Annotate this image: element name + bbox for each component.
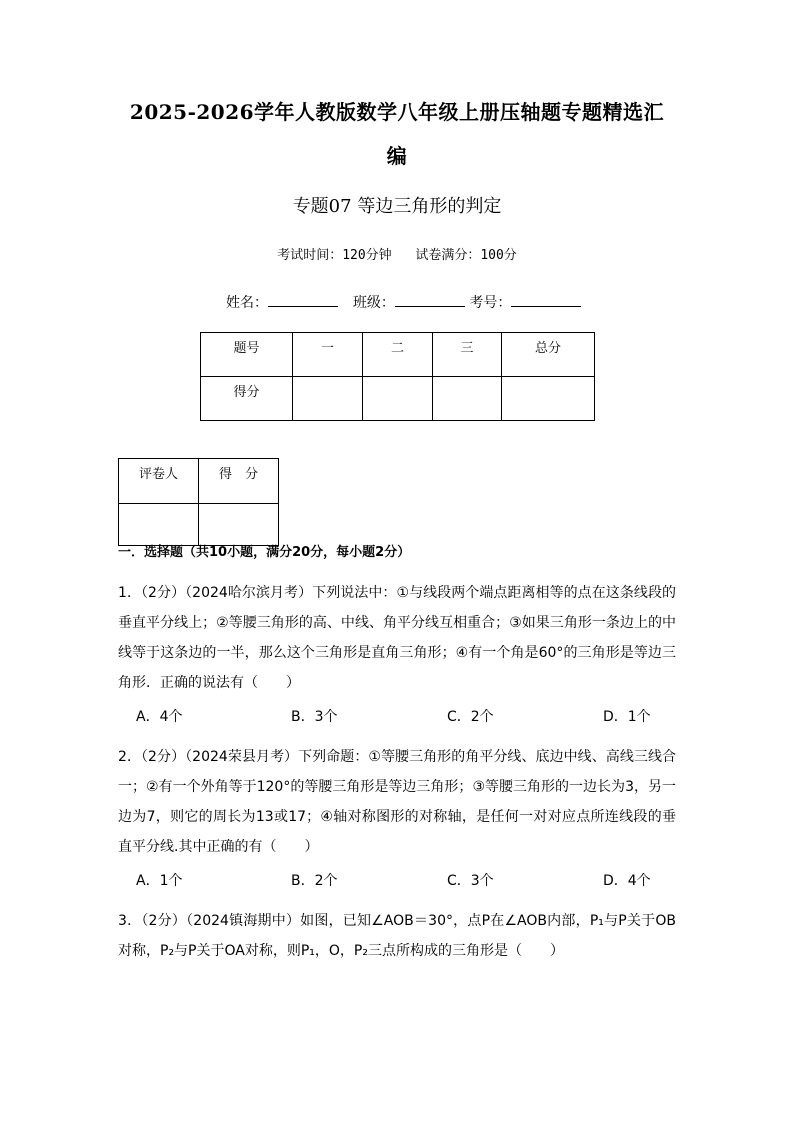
grader-label-cell: 评卷人 — [119, 459, 199, 504]
option-b[interactable]: B．3个 — [291, 709, 338, 725]
option-d[interactable]: D．1个 — [603, 709, 651, 725]
score-header-cell: 一 — [293, 333, 363, 377]
grader-name-cell[interactable] — [119, 504, 199, 546]
question-1: 1．（2分）（2024哈尔滨月考）下列说法中：①与线段两个端点距离相等的点在这条线段的垂直平分线上；②等腰三角形的高、中线、角平分线互相重合；③如果三角形一条边上的中线等于这条边的一半，那么这个三角形是直角三角形；④有一个角是60°的三角形是等边三角形．正确的说法有（ ） — [118, 585, 676, 691]
option-c[interactable]: C．2个 — [447, 709, 494, 725]
score-row-label: 得分 — [201, 377, 293, 421]
class-blank[interactable] — [395, 290, 465, 307]
grader-score-label-cell: 得 分 — [199, 459, 279, 504]
topic-subtitle: 专题07 等边三角形的判定 — [292, 196, 502, 217]
score-cell[interactable] — [502, 377, 595, 421]
option-c[interactable]: C．3个 — [447, 873, 494, 889]
full-score: 试卷满分：100分 — [415, 248, 517, 263]
class-label: 班级： — [352, 295, 395, 311]
score-cell[interactable] — [363, 377, 433, 421]
score-header-cell: 题号 — [201, 333, 293, 377]
exam-no-blank[interactable] — [511, 290, 581, 307]
score-table-score-row — [201, 377, 595, 421]
grader-table-input-row — [119, 504, 279, 546]
grader-table-header-row — [119, 459, 279, 504]
option-a[interactable]: A．1个 — [136, 873, 183, 889]
grader-score-cell[interactable] — [199, 504, 279, 546]
name-label: 姓名： — [226, 295, 268, 311]
exam-info — [0, 246, 794, 266]
score-cell[interactable] — [433, 377, 502, 421]
student-info-fields — [226, 290, 581, 314]
question-3: 3．（2分）（2024镇海期中）如图，已知∠AOB＝30°，点P在∠AOB内部，P₁与P关于OB对称，P₂与P关于OA对称，则P₁，O，P₂三点所构成的三角形是（ ） — [118, 913, 676, 959]
score-header-cell: 二 — [363, 333, 433, 377]
question-2: 2．（2分）（2024荣县月考）下列命题：①等腰三角形的角平分线、底边中线、高线三线合一；②有一个外角等于120°的等腰三角形是等边三角形；③等腰三角形的一边长为3，另一边为7，则它的周长为13或17；④轴对称图形的对称轴，是任何一对对应点所连线段的垂直平分线.其中正确的有（ ） — [118, 749, 676, 855]
section-heading: 一．选择题（共10小题，满分20分，每小题2分） — [118, 545, 411, 560]
name-blank[interactable] — [268, 290, 338, 307]
score-header-cell: 总分 — [502, 333, 595, 377]
exam-time: 考试时间：120分钟 — [277, 248, 392, 263]
grader-table — [118, 458, 279, 546]
score-header-cell: 三 — [433, 333, 502, 377]
document-title — [0, 90, 794, 178]
option-b[interactable]: B．2个 — [291, 873, 338, 889]
exam-no-label: 考号： — [469, 295, 512, 311]
option-d[interactable]: D．4个 — [603, 873, 651, 889]
score-table-header-row — [201, 333, 595, 377]
option-a[interactable]: A．4个 — [136, 709, 183, 725]
score-table — [200, 332, 595, 421]
title-line-2: 编 — [386, 144, 408, 168]
title-line-1: 2025-2026学年人教版数学八年级上册压轴题专题精选汇 — [129, 100, 665, 124]
score-cell[interactable] — [293, 377, 363, 421]
